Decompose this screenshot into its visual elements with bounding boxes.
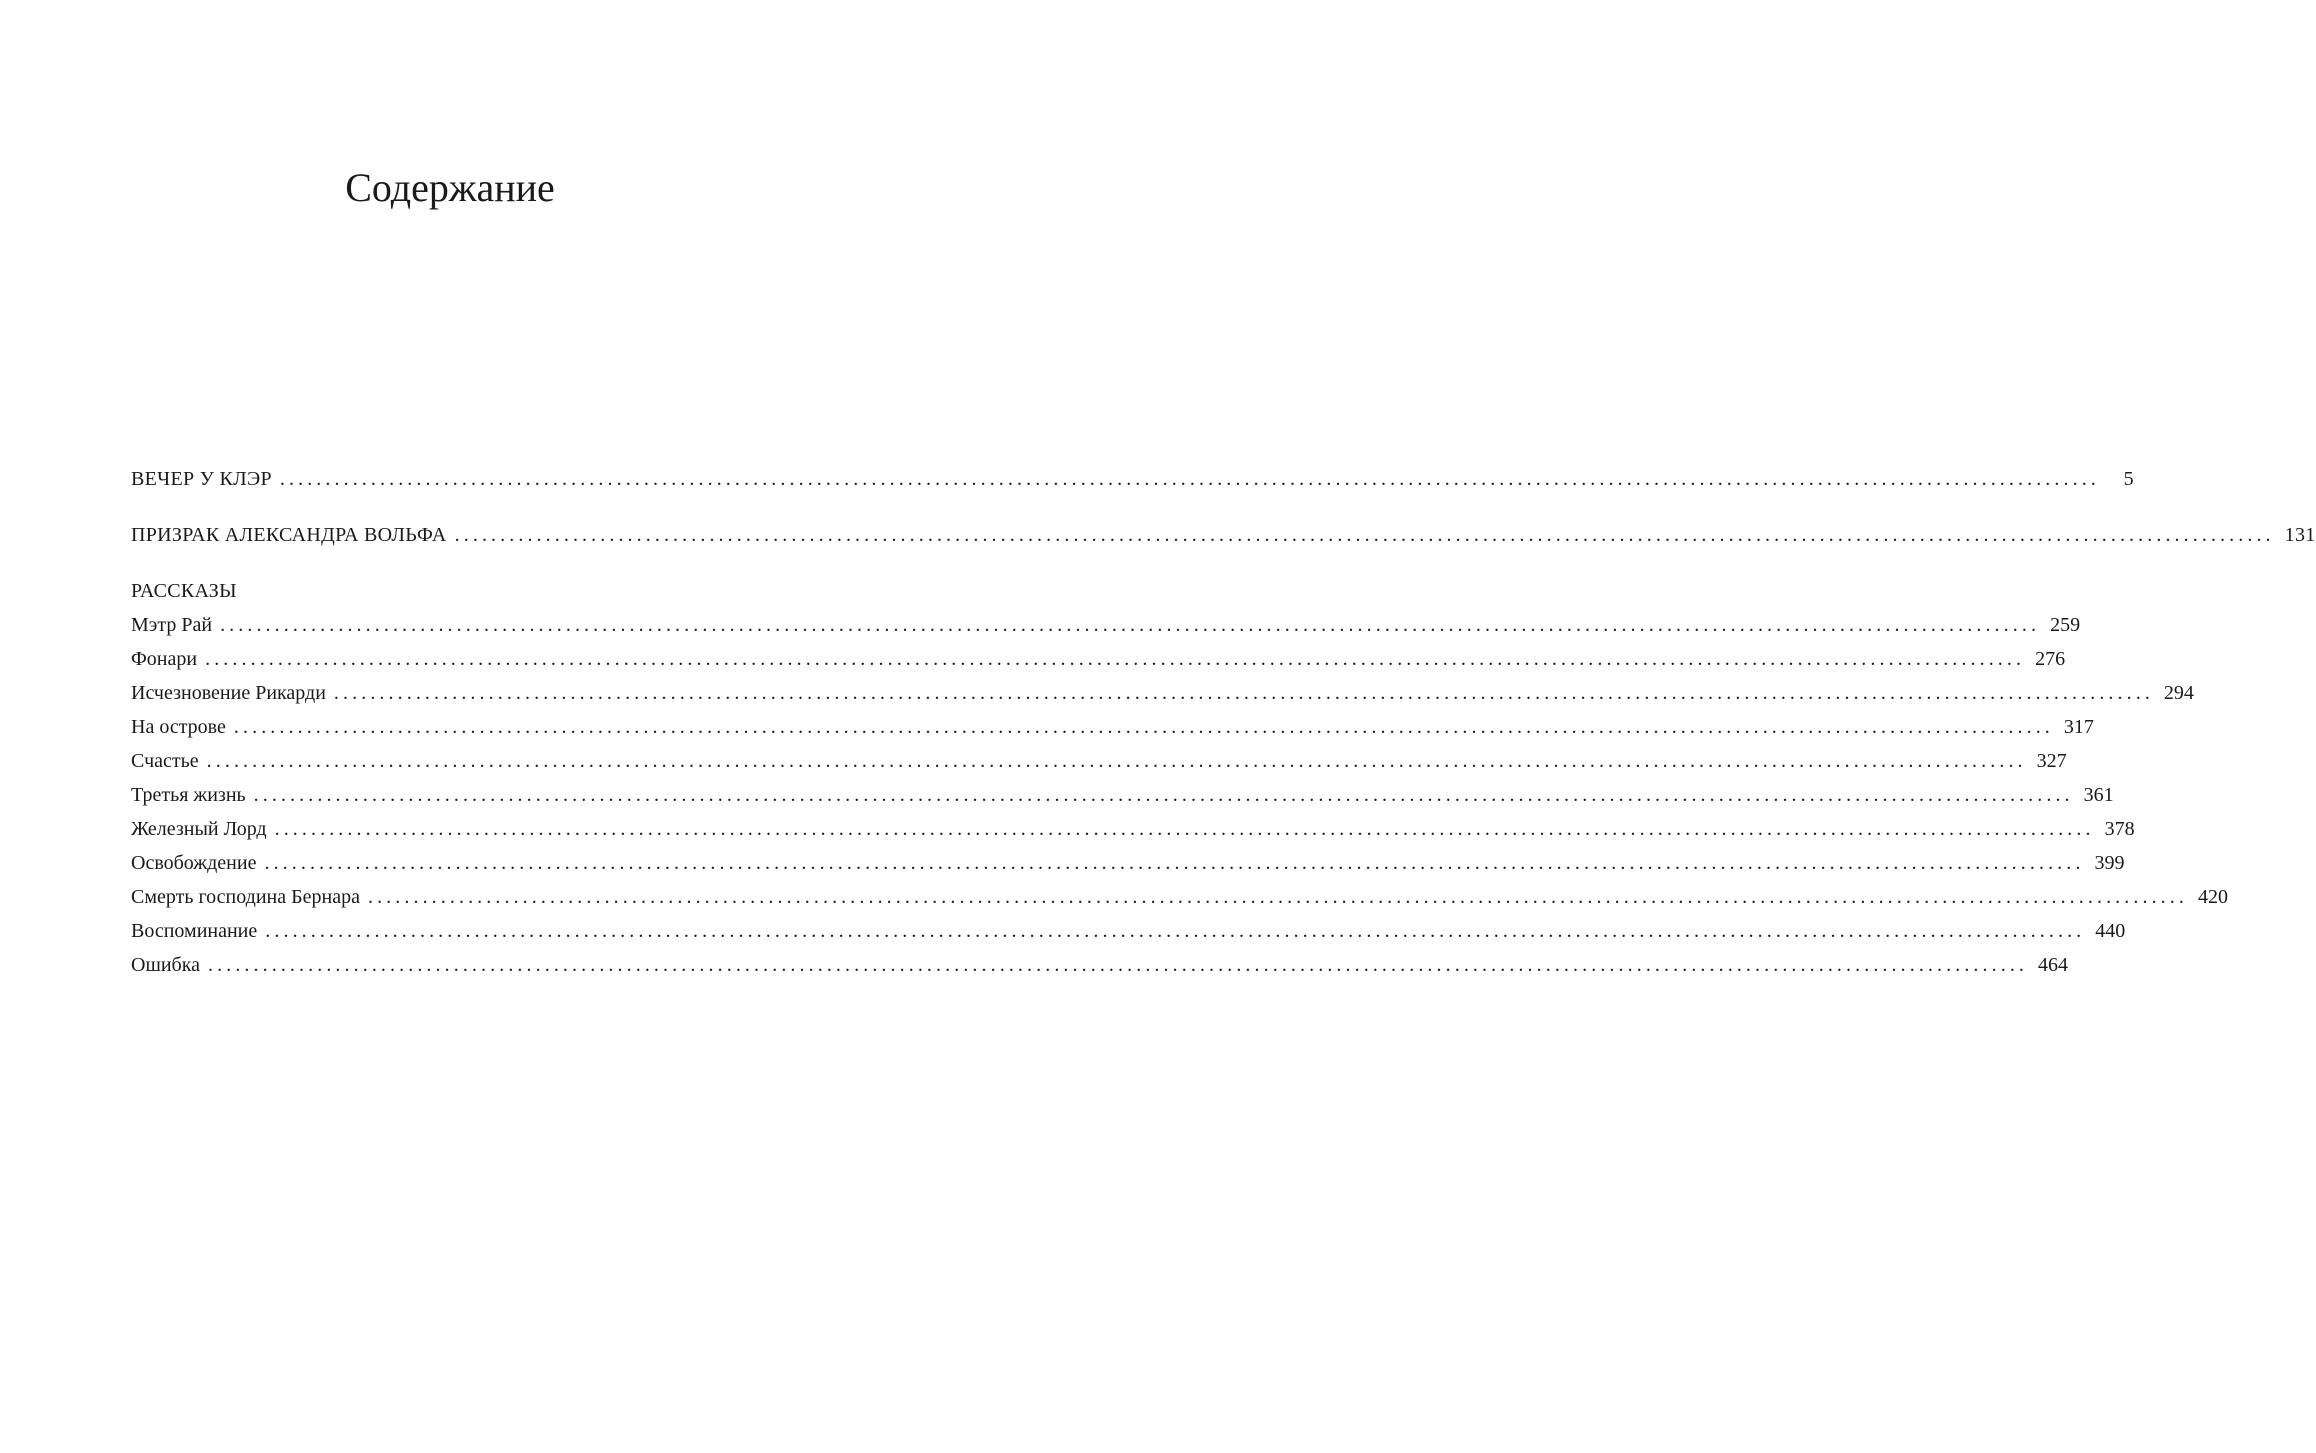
toc-entry-label: Смерть господина Бернара xyxy=(131,886,360,908)
toc-entry-story[interactable] xyxy=(131,778,2114,812)
toc-entry-page: 5 xyxy=(2123,468,2134,490)
table-of-contents xyxy=(131,462,2316,982)
dot-leader: ........................................................................................................................................................................................................ xyxy=(264,852,2085,874)
section-heading: РАССКАЗЫ xyxy=(131,580,237,602)
toc-entry-page: 440 xyxy=(2095,920,2126,942)
dot-leader: ........................................................................................................................................................................................................ xyxy=(265,920,2086,942)
dot-leader: ........................................................................................................................................................................................................ xyxy=(233,716,2054,738)
dot-leader: ........................................................................................................................................................................................................ xyxy=(333,682,2154,704)
toc-entry-label: Освобождение xyxy=(131,852,257,874)
toc-entry-story[interactable] xyxy=(131,676,2194,710)
toc-entry-story[interactable] xyxy=(131,608,2081,642)
dot-leader: ........................................................................................................................................................................................................ xyxy=(279,468,2100,490)
toc-entry-story[interactable] xyxy=(131,846,2125,880)
toc-entry-page: 378 xyxy=(2104,818,2135,840)
toc-entry-story[interactable] xyxy=(131,642,2066,676)
toc-entry-page: 399 xyxy=(2094,852,2125,874)
toc-entry-page: 276 xyxy=(2035,648,2066,670)
toc-entry-page: 317 xyxy=(2063,716,2094,738)
page-title: Содержание xyxy=(345,165,555,210)
toc-entry-label: Воспоминание xyxy=(131,920,258,942)
toc-entry-story[interactable] xyxy=(131,812,2135,846)
toc-entry-label: Третья жизнь xyxy=(131,784,246,806)
dot-leader: ........................................................................................................................................................................................................ xyxy=(208,954,2029,976)
toc-entry-label: Счастье xyxy=(131,750,199,772)
toc-entry-page: 294 xyxy=(2163,682,2194,704)
toc-entry-page: 259 xyxy=(2050,614,2081,636)
toc-entry-label: ПРИЗРАК АЛЕКСАНДРА ВОЛЬФА xyxy=(131,524,447,546)
toc-entry-label: Исчезновение Рикарди xyxy=(131,682,326,704)
toc-entry-label: Мэтр Рай xyxy=(131,614,213,636)
toc-entry-label: Ошибка xyxy=(131,954,201,976)
toc-entry-page: 327 xyxy=(2036,750,2067,772)
dot-leader: ........................................................................................................................................................................................................ xyxy=(253,784,2074,806)
dot-leader: ........................................................................................................................................................................................................ xyxy=(367,886,2188,908)
dot-leader: ........................................................................................................................................................................................................ xyxy=(454,524,2275,546)
dot-leader: ........................................................................................................................................................................................................ xyxy=(220,614,2041,636)
toc-entry-story[interactable] xyxy=(131,914,2126,948)
toc-entry-story[interactable] xyxy=(131,948,2069,982)
toc-entry-major[interactable] xyxy=(131,462,2134,496)
toc-entry-label: ВЕЧЕР У КЛЭР xyxy=(131,468,272,490)
toc-entry-label: На острове xyxy=(131,716,226,738)
toc-entry-story[interactable] xyxy=(131,744,2067,778)
toc-entry-story[interactable] xyxy=(131,880,2228,914)
dot-leader: ........................................................................................................................................................................................................ xyxy=(274,818,2095,840)
toc-entry-page: 131 xyxy=(2284,524,2316,546)
toc-entry-label: Фонари xyxy=(131,648,198,670)
toc-entry-major[interactable] xyxy=(131,518,2316,552)
toc-entry-page: 464 xyxy=(2038,954,2069,976)
toc-entry-page: 361 xyxy=(2083,784,2114,806)
toc-entry-page: 420 xyxy=(2197,886,2228,908)
dot-leader: ........................................................................................................................................................................................................ xyxy=(205,648,2026,670)
toc-entry-label: Железный Лорд xyxy=(131,818,267,840)
toc-entry-story[interactable] xyxy=(131,710,2094,744)
dot-leader: ........................................................................................................................................................................................................ xyxy=(206,750,2027,772)
